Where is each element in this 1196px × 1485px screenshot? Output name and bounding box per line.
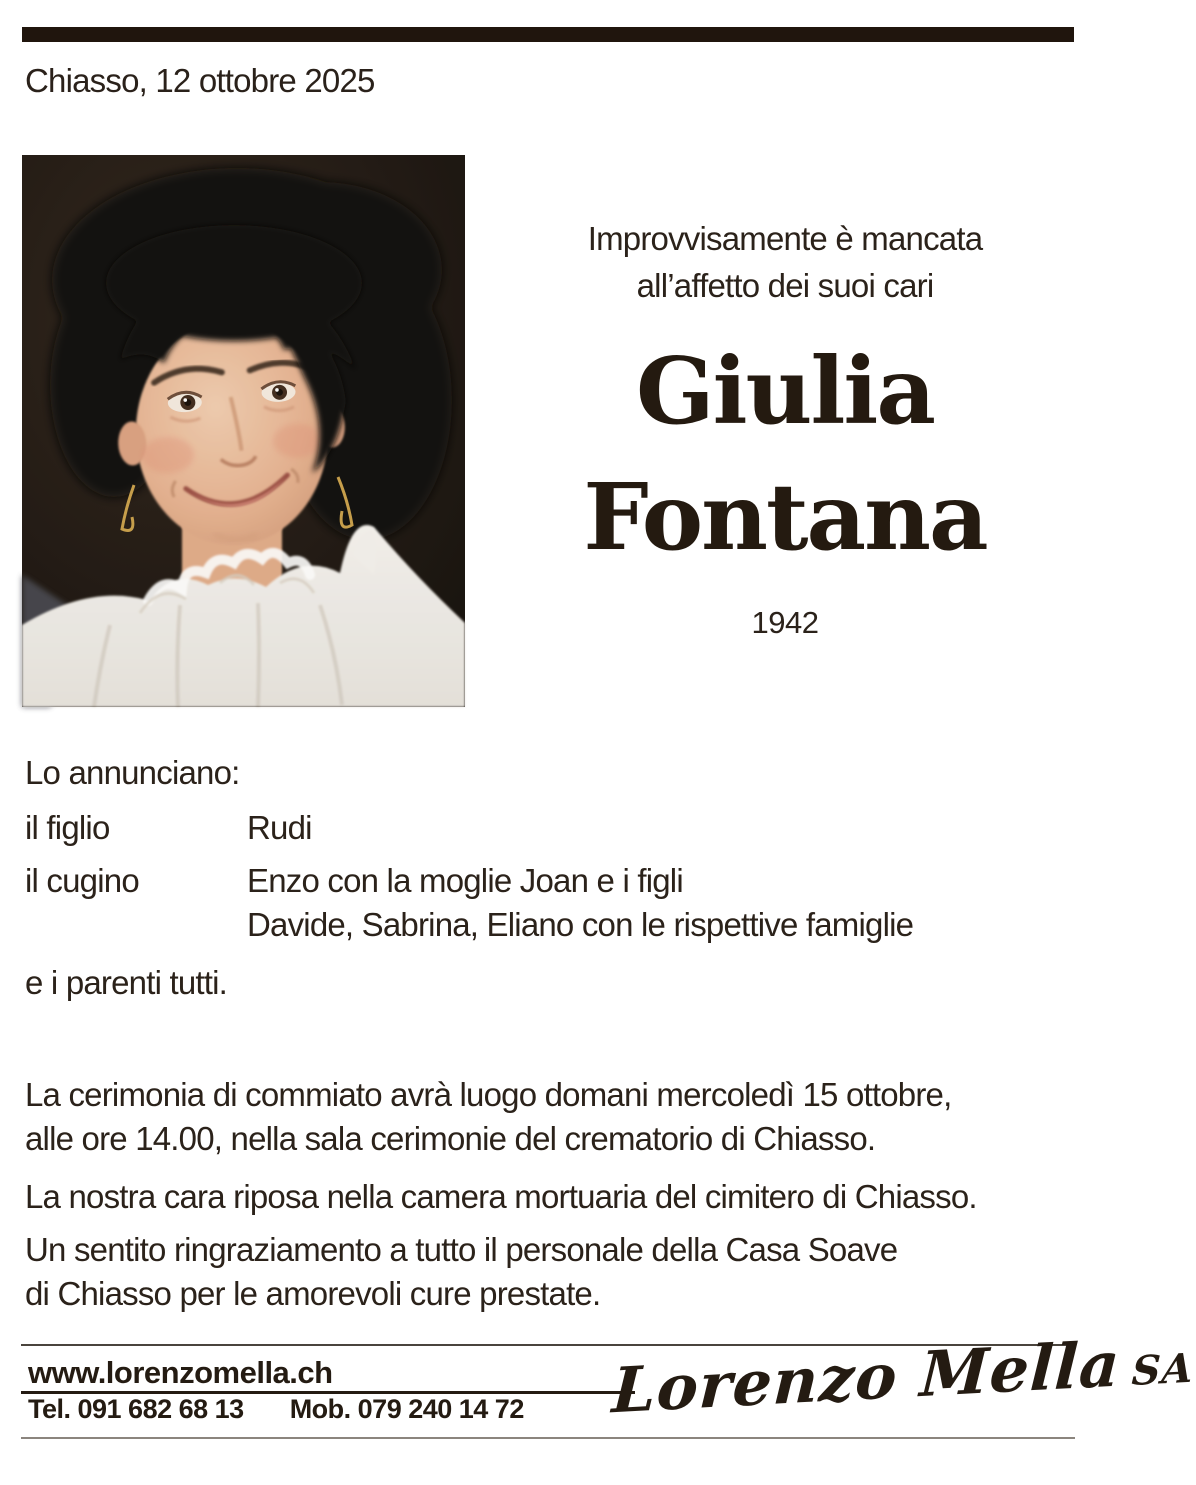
relation-names-line: Davide, Sabrina, Eliano con le rispettive famiglie (247, 906, 914, 943)
logo-company-suffix: SA (1130, 1344, 1195, 1395)
thanks-paragraph (25, 1228, 1085, 1316)
intro-text (495, 215, 1075, 309)
funeral-home-website: www.lorenzomella.ch (28, 1355, 333, 1390)
ceremony-paragraph (25, 1073, 1085, 1161)
relation-label: il figlio (25, 809, 110, 846)
paragraph-line: La cerimonia di commiato avrà luogo domani mercoledì 15 ottobre, (25, 1076, 952, 1113)
telephone-number: Tel. 091 682 68 13 (28, 1394, 244, 1424)
announcement-heading: Lo annunciano: (25, 754, 240, 791)
relation-names: Rudi (247, 809, 312, 846)
paragraph-line: Un sentito ringraziamento a tutto il personale della Casa Soave (25, 1231, 898, 1268)
paragraph-line: La nostra cara riposa nella camera mortuaria del cimitero di Chiasso. (25, 1178, 977, 1215)
footer-phone-line (28, 1394, 524, 1425)
portrait-illustration (22, 155, 465, 707)
deceased-first-name: Giulia (636, 337, 934, 445)
announcement-closing: e i parenti tutti. (25, 964, 228, 1001)
announcement-row (25, 806, 1075, 850)
portrait-photo (22, 155, 465, 707)
relation-label: il cugino (25, 862, 139, 899)
intro-line-1: Improvvisamente è mancata (587, 220, 983, 257)
intro-line-2: all’affetto dei suoi cari (636, 267, 934, 304)
relation-names (247, 859, 913, 947)
relation-names-line: Enzo con la moglie Joan e i figli (247, 862, 683, 899)
deceased-last-name: Fontana (583, 463, 987, 571)
mobile-number: Mob. 079 240 14 72 (289, 1394, 524, 1424)
deceased-name (495, 328, 1075, 580)
date-line: Chiasso, 12 ottobre 2025 (25, 62, 375, 99)
paragraph-line: alle ore 14.00, nella sala cerimonie del crematorio di Chiasso. (25, 1120, 876, 1157)
announcement-row (25, 859, 1075, 947)
mortuary-paragraph (25, 1175, 1085, 1219)
birth-year: 1942 (751, 605, 819, 640)
footer-bottom-rule (21, 1437, 1075, 1439)
paragraph-line: di Chiasso per le amorevoli cure prestate. (25, 1275, 601, 1312)
top-rule-bar (22, 27, 1074, 42)
logo-script-name: Lorenzo Mella (610, 1327, 1123, 1428)
